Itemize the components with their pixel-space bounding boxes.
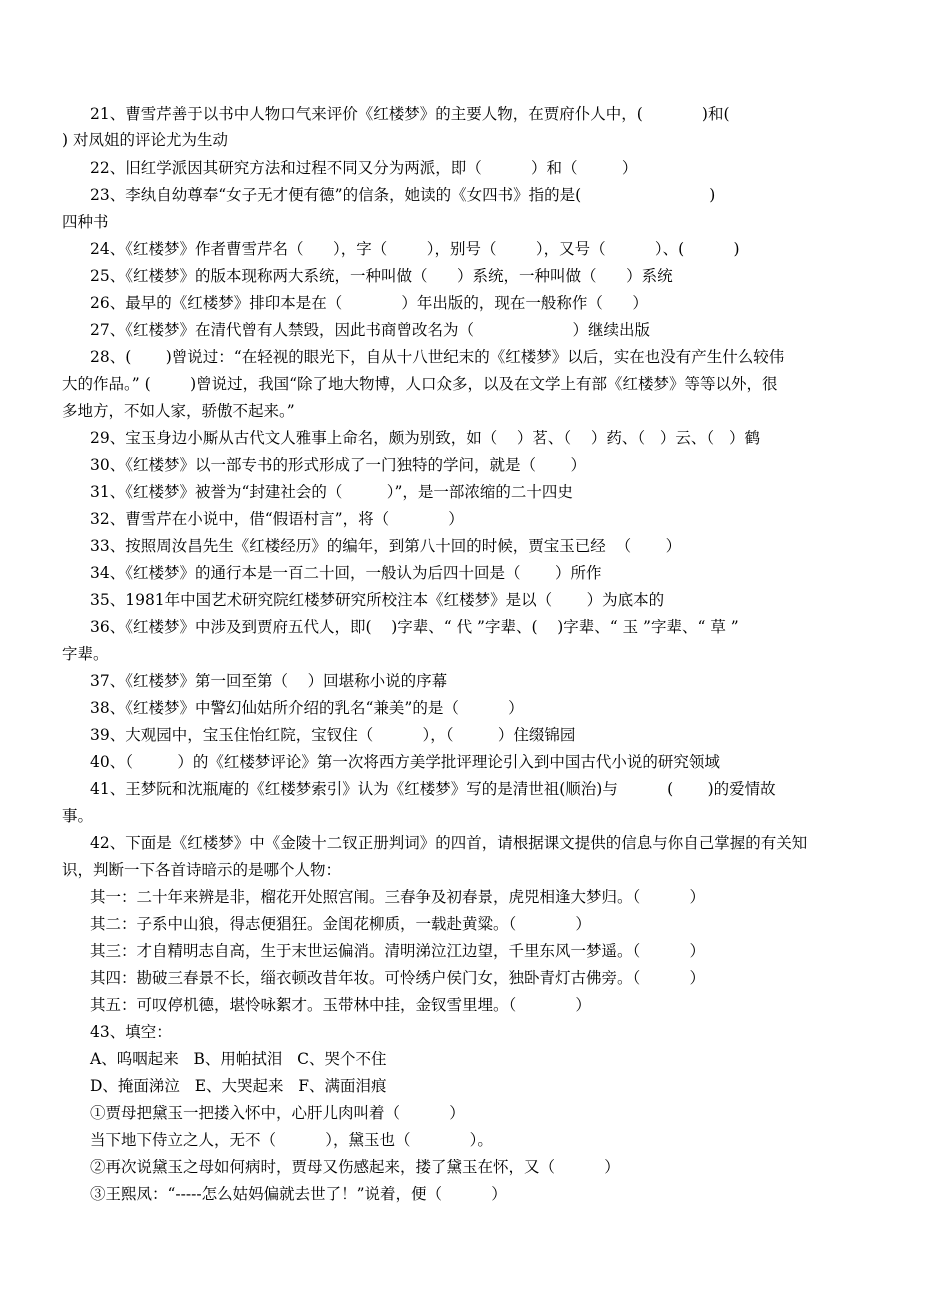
line-q43-item-1: ①贾母把黛玉一把搂入怀中，心肝儿肉叫着（ ） bbox=[90, 1104, 465, 1122]
line-q21-cont: ) 对凤姐的评论尤为生动 bbox=[62, 131, 228, 149]
line-q42: 42、下面是《红楼梦》中《金陵十二钗正册判词》的四首，请根据课文提供的信息与你自己掌握的有关知 bbox=[90, 834, 808, 852]
line-q28-cont-2: 多地方，不如人家，骄傲不起来。” bbox=[62, 402, 295, 420]
line-q24: 24、《红楼梦》作者曹雪芹名（ ），字（ ），别号（ ），又号（ ）、( ) bbox=[90, 240, 740, 258]
line-q36-cont: 字辈。 bbox=[62, 645, 109, 663]
line-q41: 41、王梦阮和沈瓶庵的《红楼梦索引》认为《红楼梦》写的是清世祖(顺治)与 ( )的爱情故 bbox=[90, 780, 776, 798]
line-q28: 28、( )曾说过：“在轻视的眼光下，自从十八世纪末的《红楼梦》以后，实在也没有产生什么较伟 bbox=[90, 348, 785, 366]
line-q42-poem-4: 其四：勘破三春景不长，缁衣顿改昔年妆。可怜绣户侯门女，独卧青灯古佛旁。（ ） bbox=[90, 969, 706, 987]
line-q37: 37、《红楼梦》第一回至第（ ）回堪称小说的序幕 bbox=[90, 672, 448, 690]
line-q31: 31、《红楼梦》被誉为“封建社会的（ ）”，是一部浓缩的二十四史 bbox=[90, 483, 573, 501]
line-q23-cont: 四种书 bbox=[62, 213, 109, 231]
line-q27: 27、《红楼梦》在清代曾有人禁毁，因此书商曾改名为（ ）继续出版 bbox=[90, 321, 651, 339]
line-q30: 30、《红楼梦》以一部专书的形式形成了一门独特的学问，就是（ ） bbox=[90, 456, 586, 474]
line-q21: 21、曹雪芹善于以书中人物口气来评价《红楼梦》的主要人物，在贾府仆人中，( )和( bbox=[90, 105, 730, 123]
line-q43-item-1-cont: 当下地下侍立之人，无不（ ），黛玉也（ ）。 bbox=[90, 1131, 493, 1149]
line-q43-options-1: A、呜咽起来 B、用帕拭泪 C、哭个不住 bbox=[90, 1050, 387, 1068]
line-q26: 26、最早的《红楼梦》排印本是在（ ）年出版的，现在一般称作（ ） bbox=[90, 294, 648, 312]
line-q40: 40、（ ）的《红楼梦评论》第一次将西方美学批评理论引入到中国古代小说的研究领域 bbox=[90, 753, 720, 771]
line-q29: 29、宝玉身边小厮从古代文人雅事上命名，颇为别致，如（ ）茗、（ ）药、（ ）云、（ ）鹤 bbox=[90, 429, 760, 447]
line-q43-item-3: ③王熙凤：“-----怎么姑妈偏就去世了！”说着，便（ ） bbox=[90, 1185, 507, 1203]
line-q33: 33、按照周汝昌先生《红楼经历》的编年，到第八十回的时候，贾宝玉已经 （ ） bbox=[90, 537, 682, 555]
line-q42-poem-3: 其三：才自精明志自高，生于末世运偏消。清明涕泣江边望，千里东风一梦遥。（ ） bbox=[90, 942, 706, 960]
line-q38: 38、《红楼梦》中警幻仙姑所介绍的乳名“兼美”的是（ ） bbox=[90, 699, 524, 717]
line-q28-cont-1: 大的作品。” ( )曾说过，我国“除了地大物博，人口众多，以及在文学上有部《红楼梦》等等以外，很 bbox=[62, 375, 778, 393]
line-q35: 35、1981年中国艺术研究院红楼梦研究所校注本《红楼梦》是以（ ）为底本的 bbox=[90, 591, 665, 609]
line-q43-options-2: D、掩面涕泣 E、大哭起来 F、满面泪痕 bbox=[90, 1077, 387, 1095]
line-q23: 23、李纨自幼尊奉“女子无才便有德”的信条，她读的《女四书》指的是( ) bbox=[90, 186, 716, 204]
line-q43-item-2: ②再次说黛玉之母如何病时，贾母又伤感起来，搂了黛玉在怀，又（ ） bbox=[90, 1158, 620, 1176]
line-q34: 34、《红楼梦》的通行本是一百二十回，一般认为后四十回是（ ）所作 bbox=[90, 564, 602, 582]
line-q39: 39、大观园中，宝玉住怡红院，宝钗住（ ），（ ）住缀锦园 bbox=[90, 726, 576, 744]
line-q42-poem-5: 其五：可叹停机德，堪怜咏絮才。玉带林中挂，金钗雪里埋。（ ） bbox=[90, 996, 591, 1014]
line-q32: 32、曹雪芹在小说中，借“假语村言”，将（ ） bbox=[90, 510, 464, 528]
line-q36: 36、《红楼梦》中涉及到贾府五代人，即( )字辈、“ 代 ”字辈、( )字辈、“ 玉 ”字辈、“ 草 ” bbox=[90, 618, 739, 636]
line-q25: 25、《红楼梦》的版本现称两大系统，一种叫做（ ）系统，一种叫做（ ）系统 bbox=[90, 267, 673, 285]
line-q42-poem-1: 其一：二十年来辨是非，榴花开处照宫闱。三春争及初春景，虎兕相逢大梦归。（ ） bbox=[90, 888, 706, 906]
line-q42-cont: 识，判断一下各首诗暗示的是哪个人物： bbox=[62, 861, 342, 879]
line-q22: 22、旧红学派因其研究方法和过程不同又分为两派，即（ ）和（ ） bbox=[90, 159, 638, 177]
line-q42-poem-2: 其二：子系中山狼，得志便猖狂。金闺花柳质，一载赴黄粱。（ ） bbox=[90, 915, 591, 933]
line-q41-cont: 事。 bbox=[62, 807, 94, 825]
line-q43: 43、填空： bbox=[90, 1023, 172, 1041]
